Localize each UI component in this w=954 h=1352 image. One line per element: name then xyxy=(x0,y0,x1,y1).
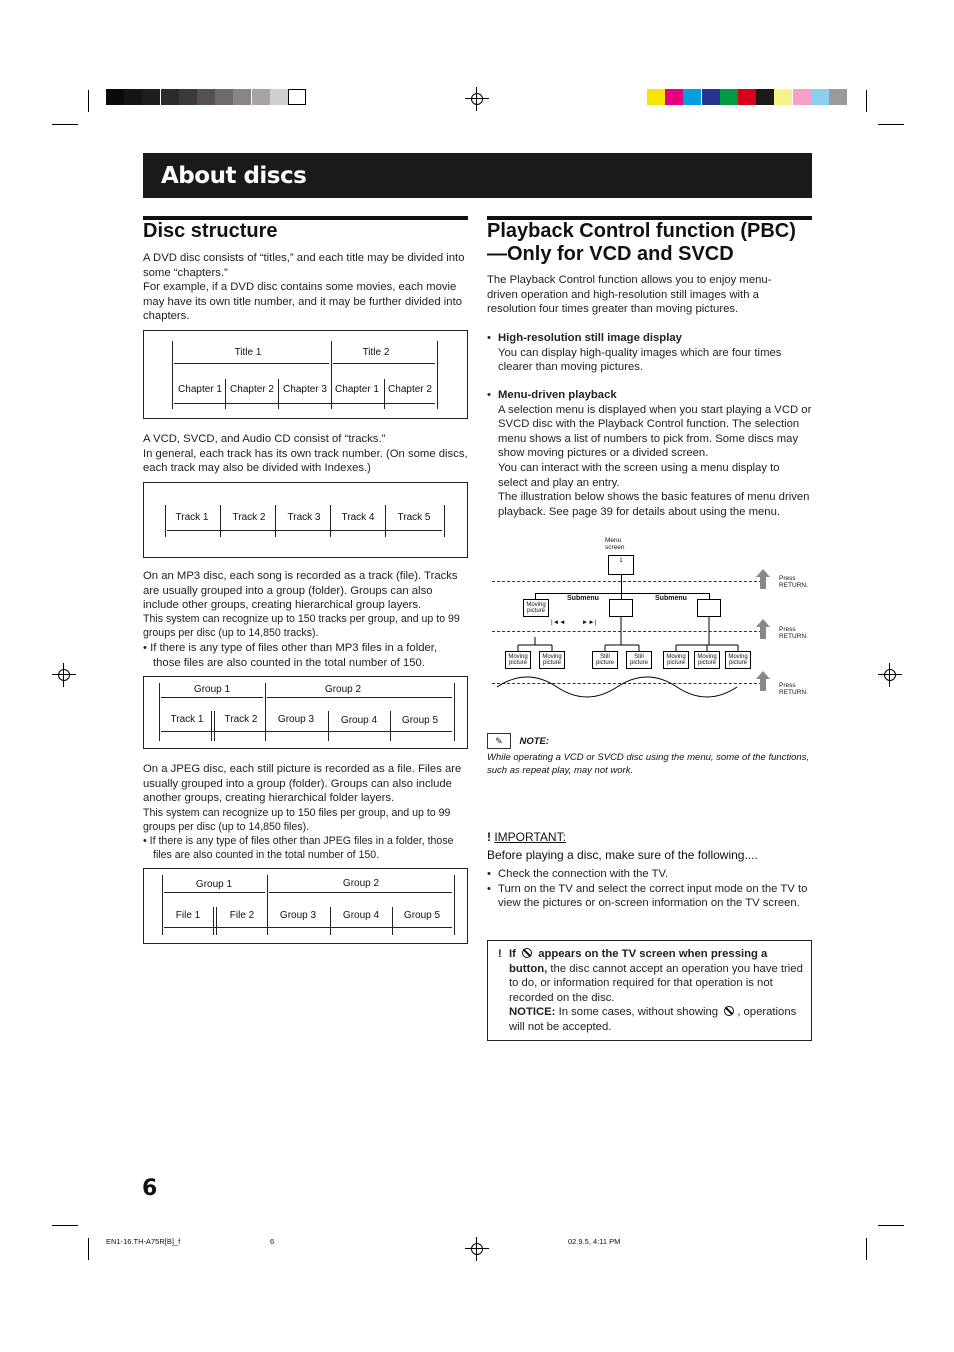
note-text: While operating a VCD or SVCD disc using the menu, some of the functions, such as repeat play, may not work. xyxy=(487,752,810,776)
press-return-label: Press RETURN. xyxy=(779,575,808,589)
color-swatch xyxy=(288,89,306,105)
crop-mark xyxy=(52,1225,78,1226)
pbc-diagram xyxy=(487,535,812,700)
jpeg-structure-diagram xyxy=(143,868,468,944)
vcd-text-2: In general, each track has its own track number. (On some discs, each track may also be divided with Indexes.) xyxy=(143,447,468,475)
color-swatch xyxy=(270,89,288,105)
note-icon: ✎ xyxy=(487,733,511,749)
vcd-structure-diagram xyxy=(143,482,468,558)
press-return-label: Press RETURN. xyxy=(779,682,808,696)
group-label: Group 4 xyxy=(342,910,380,921)
track-label: Track 3 xyxy=(287,512,321,523)
bullet-title: Menu-driven playback xyxy=(498,389,617,401)
color-swatch xyxy=(720,89,738,105)
chapter-label: Chapter 1 xyxy=(178,384,222,395)
jpeg-bullet: • If there is any type of files other than JPEG files in a folder, those files are also counted in the total number of 150. xyxy=(143,835,454,862)
color-swatch xyxy=(647,89,665,105)
press-return-label: Press RETURN. xyxy=(779,626,808,640)
footer-date: 02.9.5, 4:11 PM xyxy=(568,1237,621,1246)
title-label: Title 1 xyxy=(234,347,262,358)
title-label: Title 2 xyxy=(362,347,390,358)
mp3-bullet: • If there is any type of files other than MP3 files in a folder, those files are also counted in the total number of 150. xyxy=(143,642,438,669)
group-label: Group 2 xyxy=(324,684,362,695)
submenu-box xyxy=(609,599,633,617)
color-swatch xyxy=(738,89,756,105)
group-label: Group 1 xyxy=(193,684,231,695)
vcd-intro-text xyxy=(143,432,468,476)
track-label: Track 4 xyxy=(341,512,375,523)
bullet-text: You can display high-quality images which are four times clearer than moving pictures. xyxy=(498,346,782,374)
notice-text-2: In some cases, without showing xyxy=(558,1006,719,1019)
page-title-banner xyxy=(143,153,812,198)
menu-screen-box: 1 xyxy=(608,555,634,575)
color-swatch xyxy=(811,89,829,105)
submenu-label: Submenu xyxy=(655,595,687,602)
level-divider xyxy=(492,581,762,582)
exclamation-icon: ! xyxy=(498,948,502,960)
mp3-text xyxy=(143,569,468,613)
track-label: Track 2 xyxy=(224,714,258,725)
track-label: Track 1 xyxy=(170,714,204,725)
color-swatch xyxy=(215,89,233,105)
skip-arrows: |◄◄ ►►| xyxy=(551,619,597,626)
crop-mark xyxy=(866,1238,867,1260)
crop-mark xyxy=(878,1225,904,1226)
color-swatch xyxy=(756,89,774,105)
group-label: Group 5 xyxy=(403,910,441,921)
chapter-label: Chapter 2 xyxy=(230,384,274,395)
jpeg-text-1: On a JPEG disc, each still picture is recorded as a file. Files are usually grouped into a group (folder). Groups can also include another groups, creating hierarchical folder layers. xyxy=(143,763,462,805)
crop-mark xyxy=(878,124,904,125)
track-label: Track 2 xyxy=(232,512,266,523)
jpeg-bullet-text: If there is any type of files other than JPEG files in a folder, those files are also counted in the total number of 150. xyxy=(149,835,454,862)
bullet-title: High-resolution still image display xyxy=(498,332,682,344)
bullet-text: A selection menu is displayed when you start playing a VCD or SVCD disc with the Playback Control function. The selection menu shows a list of numbers to pick from. Some discs may show moving pictures or a divided screen. xyxy=(498,403,812,460)
registration-mark-icon xyxy=(469,1241,485,1257)
connector-lines xyxy=(487,617,767,700)
footer-page: 6 xyxy=(270,1237,275,1246)
crop-mark xyxy=(866,90,867,112)
notice-if: If xyxy=(509,948,516,960)
note-label: NOTE: xyxy=(519,736,550,747)
color-swatch xyxy=(774,89,792,105)
chapter-label: Chapter 3 xyxy=(283,384,327,395)
color-swatch xyxy=(197,89,215,105)
registration-mark-icon xyxy=(882,667,898,683)
crop-mark xyxy=(88,1238,89,1260)
submenu-box xyxy=(697,599,721,617)
prohibited-icon xyxy=(522,948,532,958)
group-label: Group 5 xyxy=(401,715,439,726)
pbc-heading-line2: —Only for VCD and SVCD xyxy=(487,243,734,265)
track-label: Track 1 xyxy=(175,512,209,523)
vcd-text-1: A VCD, SVCD, and Audio CD consist of “tracks.” xyxy=(143,433,386,445)
exclamation-icon: ! xyxy=(487,830,491,844)
important-label: IMPORTANT: xyxy=(494,830,566,844)
up-arrow-icon xyxy=(756,569,770,589)
pbc-intro: The Playback Control function allows you to enjoy menu-driven operation and high-resolution still images with a resolution four times greater than moving pictures. xyxy=(487,274,772,316)
color-swatch xyxy=(233,89,251,105)
prohibited-icon xyxy=(724,1006,734,1016)
footer-file: EN1-16.TH-A75R[B]_f xyxy=(106,1237,181,1246)
group-label: Group 1 xyxy=(195,879,233,890)
file-label: File 2 xyxy=(229,910,255,921)
still-picture-box: Still picture xyxy=(626,651,652,669)
color-swatch xyxy=(106,89,124,105)
notice-text xyxy=(498,947,805,1035)
list-item: Check the connection with the TV. xyxy=(498,868,669,880)
jpeg-text xyxy=(143,762,468,806)
moving-picture-box: Moving picture xyxy=(694,651,720,669)
file-label: File 1 xyxy=(175,910,201,921)
disc-structure-heading: Disc structure xyxy=(143,220,278,242)
color-swatch xyxy=(179,89,197,105)
dvd-intro-2: For example, if a DVD disc contains some movies, each movie may have its own title number, and it may be further divided into chapters. xyxy=(143,281,462,323)
moving-picture-box: Moving picture xyxy=(505,651,531,669)
up-arrow-icon xyxy=(756,671,770,691)
bullet-text: The illustration below shows the basic features of menu driven playback. See page 39 for details about using the menu. xyxy=(498,491,810,518)
moving-picture-box: Moving picture xyxy=(725,651,751,669)
moving-picture-box: Moving picture xyxy=(523,599,549,617)
dvd-intro-1: A DVD disc consists of “titles,” and each title may be divided into some “chapters.” xyxy=(143,252,465,279)
group-label: Group 2 xyxy=(342,878,380,889)
notice-text-3: , operations will not be accepted. xyxy=(509,1006,797,1033)
pbc-heading xyxy=(487,220,817,266)
page-number: 6 xyxy=(142,1176,158,1201)
mp3-structure-diagram xyxy=(143,676,468,749)
jpeg-limit-text: This system can recognize up to 150 files per group, and up to 99 groups per disc (up to 14,850 files). xyxy=(143,807,451,834)
track-label: Track 5 xyxy=(397,512,431,523)
up-arrow-icon xyxy=(756,619,770,639)
color-swatch xyxy=(683,89,701,105)
list-item: Turn on the TV and select the correct input mode on the TV to view the pictures or on-screen information on the TV screen. xyxy=(498,882,808,910)
color-swatch xyxy=(161,89,179,105)
important-block xyxy=(487,830,812,911)
page-title: About discs xyxy=(161,163,307,189)
important-list: • Check the connection with the TV. • Turn on the TV and select the correct input mode on the TV to view the pictures or on-screen information on the TV screen. xyxy=(487,868,808,910)
chapter-label: Chapter 1 xyxy=(335,384,379,395)
crop-mark xyxy=(88,90,89,112)
group-label: Group 4 xyxy=(340,715,378,726)
color-swatch xyxy=(793,89,811,105)
pbc-bullet-menu: • Menu-driven playback A selection menu is displayed when you start playing a VCD or SVCD disc with the Playback Control function. The selection menu shows a list of numbers to pick from. Some discs may show moving pictures or a divided screen. You can interact with the screen using a menu display to select and play an entry. The illustration below shows the basic features of menu driven playback. See page 39 for details about using the menu. xyxy=(487,389,812,518)
color-swatch xyxy=(665,89,683,105)
pbc-bullet-still: • High-resolution still image display You can display high-quality images which are four times clearer than moving pictures. xyxy=(487,332,782,374)
color-swatch xyxy=(252,89,270,105)
color-swatch xyxy=(702,89,720,105)
bullet-text: You can interact with the screen using a menu display to select and play an entry. xyxy=(498,461,780,489)
registration-mark-icon xyxy=(469,91,485,107)
notice-bold: appears on the TV screen when pressing a button, xyxy=(509,948,768,975)
group-label: Group 3 xyxy=(279,910,317,921)
group-label: Group 3 xyxy=(277,714,315,725)
submenu-label: Submenu xyxy=(567,595,599,602)
notice-box xyxy=(487,940,812,1041)
notice-text-1: the disc cannot accept an operation you have tried to do, or information required for that operation is not recorded on the disc. xyxy=(509,962,803,1004)
dvd-structure-diagram xyxy=(143,330,468,419)
still-picture-box: Still picture xyxy=(592,651,618,669)
color-swatch xyxy=(829,89,847,105)
color-swatch xyxy=(124,89,142,105)
mp3-text-1: On an MP3 disc, each song is recorded as a track (file). Tracks are usually grouped into a group (folder). Groups can also include other groups, creating hierarchical group layers. xyxy=(143,570,458,612)
dvd-intro-text xyxy=(143,251,468,324)
mp3-limit-text: This system can recognize up to 150 tracks per group, and up to 99 groups per disc (up to 14,850 tracks). xyxy=(143,613,460,640)
mp3-bullet-text: If there is any type of files other than MP3 files in a folder, those files are also counted in the total number of 150. xyxy=(150,642,438,669)
crop-mark xyxy=(52,124,78,125)
moving-picture-box: Moving picture xyxy=(663,651,689,669)
important-lead: Before playing a disc, make sure of the following.... xyxy=(487,848,758,862)
menu-screen-label: Menu screen xyxy=(605,537,625,551)
notice-label: NOTICE: xyxy=(509,1006,556,1019)
pbc-heading-line1: Playback Control function (PBC) xyxy=(487,220,796,242)
chapter-label: Chapter 2 xyxy=(388,384,432,395)
note-block xyxy=(487,731,812,777)
moving-picture-box: Moving picture xyxy=(539,651,565,669)
registration-mark-icon xyxy=(56,667,72,683)
color-swatch xyxy=(142,89,160,105)
